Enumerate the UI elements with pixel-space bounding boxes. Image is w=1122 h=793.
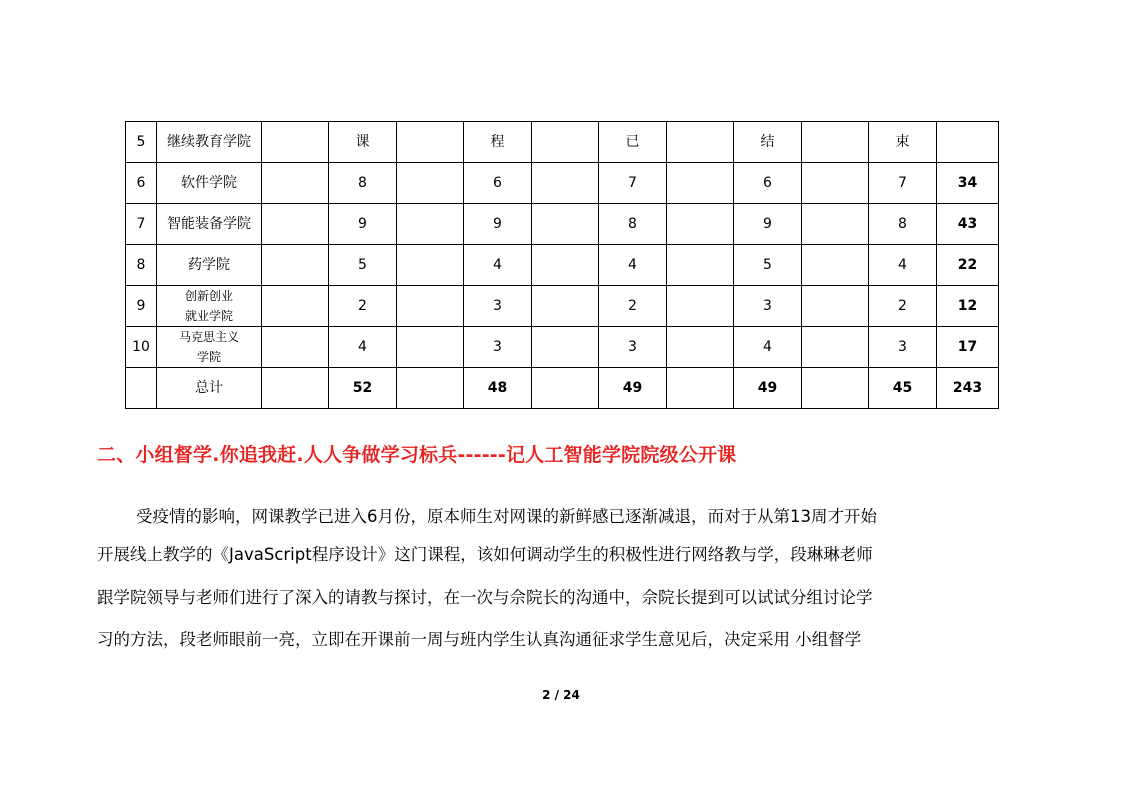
table-cell bbox=[667, 368, 734, 409]
table-cell bbox=[532, 368, 599, 409]
table-cell bbox=[262, 122, 329, 163]
table-row bbox=[126, 163, 999, 204]
row-total: 17 bbox=[937, 327, 999, 368]
table-cell bbox=[667, 245, 734, 286]
row-total: 12 bbox=[937, 286, 999, 327]
table-cell bbox=[262, 286, 329, 327]
table-row bbox=[126, 327, 999, 368]
table-cell bbox=[397, 286, 464, 327]
page-number: 2 / 24 bbox=[542, 688, 580, 702]
paragraph-line: 跟学院领导与老师们进行了深入的请教与探讨，在一次与佘院长的沟通中，佘院长提到可以试试分组讨论学 bbox=[97, 588, 873, 607]
row-total: 22 bbox=[937, 245, 999, 286]
table-cell bbox=[667, 286, 734, 327]
table-cell: 8 bbox=[869, 204, 937, 245]
table-cell: 2 bbox=[599, 286, 667, 327]
table-cell bbox=[667, 163, 734, 204]
table-cell bbox=[802, 163, 869, 204]
table-cell: 已 bbox=[599, 122, 667, 163]
college-name-line2: 就业学院 bbox=[184, 309, 233, 323]
paragraph-line: 受疫情的影响，网课教学已进入6月份，原本师生对网课的新鲜感已逐渐减退，而对于从第13周才开始 bbox=[136, 507, 877, 526]
table-cell: 3 bbox=[464, 327, 532, 368]
table-cell: 4 bbox=[734, 327, 802, 368]
table-cell: 7 bbox=[869, 163, 937, 204]
table-cell bbox=[667, 122, 734, 163]
table-cell: 9 bbox=[734, 204, 802, 245]
table-cell bbox=[262, 163, 329, 204]
table-cell: 3 bbox=[869, 327, 937, 368]
college-name: 药学院 bbox=[157, 245, 262, 286]
table-cell bbox=[262, 327, 329, 368]
table-cell bbox=[397, 122, 464, 163]
table-cell: 4 bbox=[869, 245, 937, 286]
table-cell bbox=[262, 368, 329, 409]
table-row bbox=[126, 122, 999, 163]
row-number bbox=[126, 368, 157, 409]
row-total bbox=[937, 122, 999, 163]
college-name bbox=[157, 327, 262, 368]
table-cell bbox=[667, 204, 734, 245]
table-cell: 5 bbox=[329, 245, 397, 286]
table-cell bbox=[802, 286, 869, 327]
row-number: 6 bbox=[126, 163, 157, 204]
total-label: 总计 bbox=[157, 368, 262, 409]
college-name-line1: 马克思主义 bbox=[178, 330, 239, 344]
table-cell bbox=[802, 368, 869, 409]
table-cell: 8 bbox=[329, 163, 397, 204]
table-cell: 52 bbox=[329, 368, 397, 409]
table-cell bbox=[397, 245, 464, 286]
table-cell bbox=[532, 163, 599, 204]
table-cell: 49 bbox=[599, 368, 667, 409]
college-name bbox=[157, 286, 262, 327]
table-cell bbox=[532, 286, 599, 327]
college-name: 智能装备学院 bbox=[157, 204, 262, 245]
table-cell: 课 bbox=[329, 122, 397, 163]
table-cell bbox=[532, 245, 599, 286]
table-cell: 7 bbox=[599, 163, 667, 204]
table-cell bbox=[532, 327, 599, 368]
paragraph-line: 习的方法，段老师眼前一亮，立即在开课前一周与班内学生认真沟通征求学生意见后，决定采用 小组督学 bbox=[97, 630, 862, 649]
table-cell bbox=[802, 245, 869, 286]
table-cell bbox=[802, 327, 869, 368]
table-cell: 2 bbox=[869, 286, 937, 327]
row-number: 7 bbox=[126, 204, 157, 245]
table-cell: 9 bbox=[464, 204, 532, 245]
table-cell: 6 bbox=[464, 163, 532, 204]
table-row-total bbox=[126, 368, 999, 409]
row-number: 9 bbox=[126, 286, 157, 327]
table-cell: 5 bbox=[734, 245, 802, 286]
college-name-line1: 创新创业 bbox=[184, 289, 233, 303]
table-cell: 8 bbox=[599, 204, 667, 245]
table-cell: 49 bbox=[734, 368, 802, 409]
table-cell: 9 bbox=[329, 204, 397, 245]
paragraph-line: 开展线上教学的《JavaScript程序设计》这门课程，该如何调动学生的积极性进行网络教与学，段琳琳老师 bbox=[97, 545, 873, 564]
row-total: 43 bbox=[937, 204, 999, 245]
table-cell: 2 bbox=[329, 286, 397, 327]
row-number: 5 bbox=[126, 122, 157, 163]
table-cell bbox=[397, 204, 464, 245]
table-cell bbox=[262, 204, 329, 245]
table-cell bbox=[532, 122, 599, 163]
table-cell bbox=[262, 245, 329, 286]
table-cell: 45 bbox=[869, 368, 937, 409]
table-cell bbox=[397, 327, 464, 368]
table-cell bbox=[802, 122, 869, 163]
table-cell: 3 bbox=[734, 286, 802, 327]
table-row bbox=[126, 286, 999, 327]
table-cell: 4 bbox=[464, 245, 532, 286]
table-cell bbox=[397, 368, 464, 409]
table-cell: 程 bbox=[464, 122, 532, 163]
table-cell: 6 bbox=[734, 163, 802, 204]
table-cell bbox=[532, 204, 599, 245]
table-cell: 3 bbox=[599, 327, 667, 368]
table-cell: 3 bbox=[464, 286, 532, 327]
table-cell bbox=[667, 327, 734, 368]
row-total: 34 bbox=[937, 163, 999, 204]
row-number: 8 bbox=[126, 245, 157, 286]
table-row bbox=[126, 245, 999, 286]
table-cell: 48 bbox=[464, 368, 532, 409]
table-cell: 结 bbox=[734, 122, 802, 163]
course-stats-table bbox=[125, 121, 999, 409]
college-name: 继续教育学院 bbox=[157, 122, 262, 163]
college-name: 软件学院 bbox=[157, 163, 262, 204]
section-heading: 二、小组督学.你追我赶.人人争做学习标兵------记人工智能学院院级公开课 bbox=[97, 444, 737, 466]
table-cell bbox=[802, 204, 869, 245]
table-cell: 4 bbox=[599, 245, 667, 286]
table-cell: 束 bbox=[869, 122, 937, 163]
row-number: 10 bbox=[126, 327, 157, 368]
table-cell: 4 bbox=[329, 327, 397, 368]
table-row bbox=[126, 204, 999, 245]
table-cell bbox=[397, 163, 464, 204]
college-name-line2: 学院 bbox=[196, 350, 221, 364]
grand-total: 243 bbox=[937, 368, 999, 409]
